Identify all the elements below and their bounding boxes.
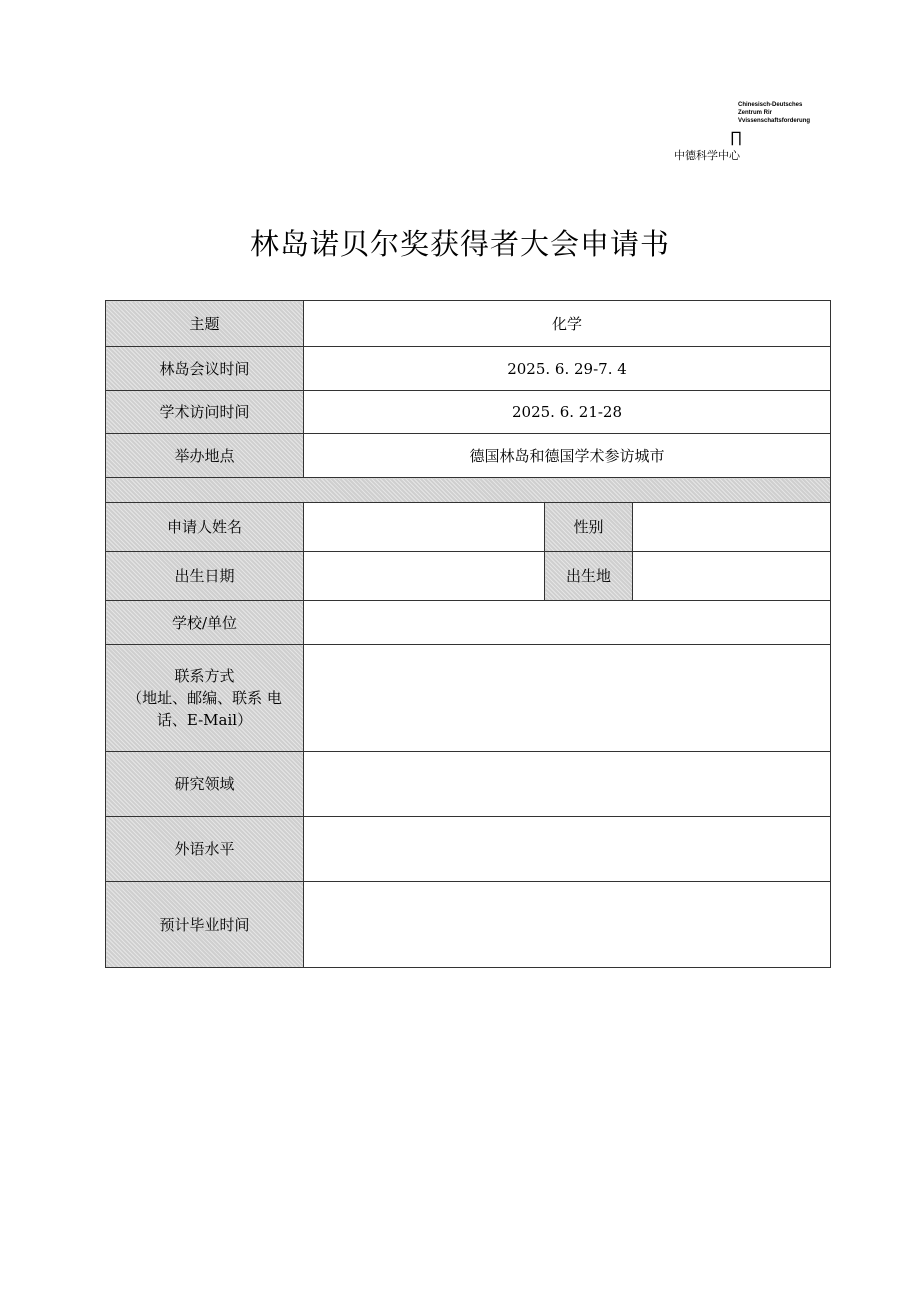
table-row	[106, 347, 831, 391]
contact-label-line-1: 联系方式	[174, 667, 235, 685]
meeting-time-label: 林岛会议时间	[106, 347, 304, 391]
table-row	[106, 434, 831, 478]
table-row	[106, 301, 831, 347]
venue-label: 举办地点	[106, 434, 304, 478]
table-row	[106, 391, 831, 434]
birth-place-field[interactable]	[633, 552, 831, 601]
logo-line-1: Chinesisch-Deutsches	[738, 102, 803, 108]
contact-field[interactable]	[304, 645, 831, 752]
gender-label: 性别	[545, 503, 633, 552]
school-label: 学校/单位	[106, 601, 304, 645]
application-form-table	[105, 300, 831, 968]
topic-label: 主题	[106, 301, 304, 347]
contact-label-line-3: 话、E-Mail）	[156, 711, 253, 729]
school-field[interactable]	[304, 601, 831, 645]
graduation-label: 预计毕业时间	[106, 882, 304, 968]
language-field[interactable]	[304, 817, 831, 882]
gender-field[interactable]	[633, 503, 831, 552]
research-label: 研究领域	[106, 752, 304, 817]
logo-chinese-name: 中德科学中心	[674, 150, 740, 162]
page-title: 林岛诺贝尔奖获得者大会申请书	[249, 227, 670, 261]
language-label: 外语水平	[106, 817, 304, 882]
section-divider-row	[106, 478, 831, 503]
birth-place-label: 出生地	[545, 552, 633, 601]
visit-time-label: 学术访问时间	[106, 391, 304, 434]
venue-value: 德国林岛和德国学术参访城市	[304, 434, 831, 478]
table-row	[106, 503, 831, 552]
graduation-field[interactable]	[304, 882, 831, 968]
birth-date-field[interactable]	[304, 552, 545, 601]
contact-label-line-2: （地址、邮编、联系 电	[127, 689, 282, 707]
name-label: 申请人姓名	[106, 503, 304, 552]
section-divider	[106, 478, 831, 503]
visit-time-value: 2025. 6. 21-28	[304, 391, 831, 434]
table-row	[106, 817, 831, 882]
table-row	[106, 645, 831, 752]
birth-date-label: 出生日期	[106, 552, 304, 601]
table-row	[106, 882, 831, 968]
logo-mark-icon: ∏	[730, 129, 743, 146]
contact-label	[106, 645, 304, 752]
table-row	[106, 552, 831, 601]
meeting-time-value: 2025. 6. 29-7. 4	[304, 347, 831, 391]
topic-value: 化学	[304, 301, 831, 347]
logo-text-block	[738, 101, 838, 125]
contact-label-text	[115, 665, 295, 731]
name-field[interactable]	[304, 503, 545, 552]
research-field[interactable]	[304, 752, 831, 817]
logo-line-2: Zentrum Rir	[738, 110, 773, 116]
table-row	[106, 752, 831, 817]
table-row	[106, 601, 831, 645]
logo-line-3: Vvissenschaftsforderung	[738, 118, 811, 124]
